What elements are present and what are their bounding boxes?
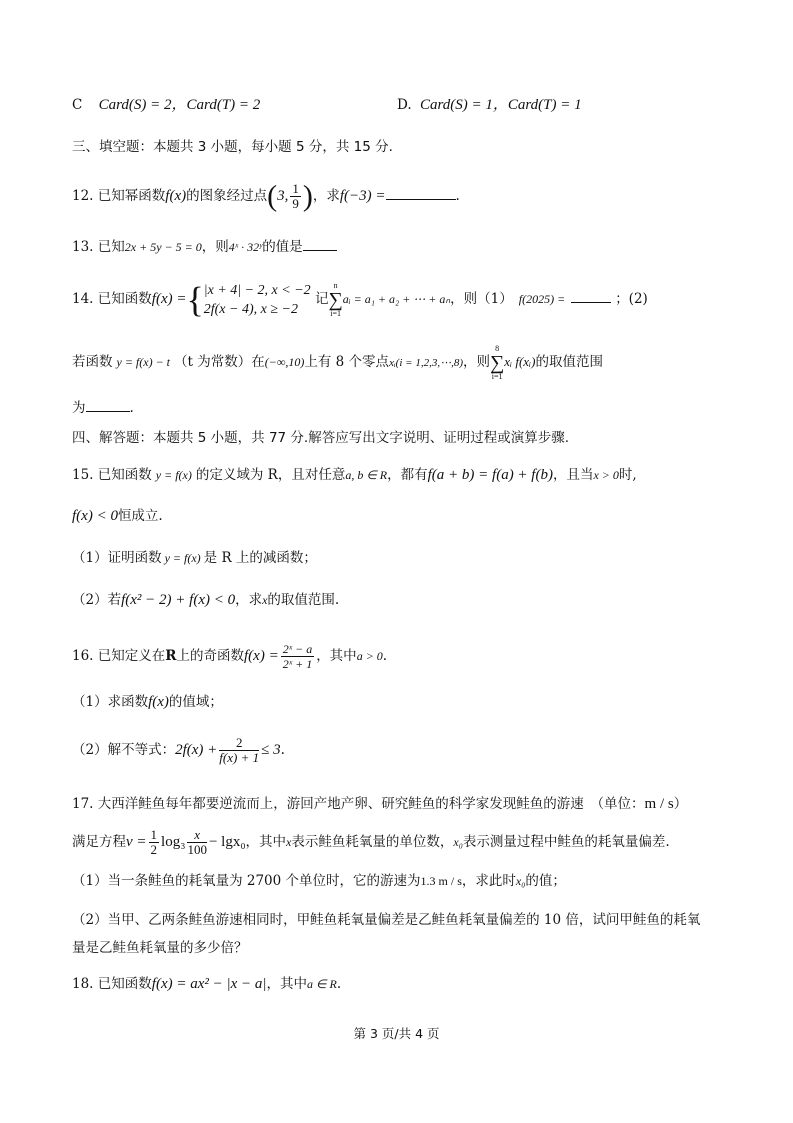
question-16: 16. 已知定义在R上的奇函数f(x) = $\frac{\text{2ˣ − a}}{\text{2ˣ + 1}}$ ，其中a > 0. (72, 642, 388, 671)
q14-fdef: f(x) = (151, 291, 187, 307)
q15-func: y = f(x) (155, 468, 192, 482)
q17-lg: − lgx₀ (208, 834, 246, 850)
q12-number: 12. (72, 188, 94, 204)
q14-line-3: 为 . (72, 397, 733, 418)
q12-text-b: 的图象经过点 (186, 188, 268, 204)
q18-number: 18. (72, 976, 94, 992)
q18-func: f(x) = ax² − |x − a| (151, 976, 267, 992)
option-c-label: C (72, 97, 83, 113)
q14-interval: (−∞,10) (264, 355, 305, 369)
q17-p1-speed: 1.3 m / s (420, 874, 462, 888)
q14-number: 14. (72, 291, 94, 307)
q15-equation: f(a + b) = f(a) + f(b) (427, 467, 553, 483)
q14-part1: f(2025) = (518, 292, 566, 306)
q17-v-eq: v = (126, 834, 147, 850)
question-12: 12. 已知幂函数f(x)的图象经过点(3, $\frac{1}{9}$ )，求f(−3) = . (72, 179, 460, 213)
q14-line-2: 若函数 y = f(x) − t （t 为常数）在(−∞,10)上有 8 个零点xᵢ(i = 1,2,3,⋯,8)，则 8 ∑ i=1 xᵢ f(xᵢ)的取值范围 (72, 343, 603, 381)
q13-equation: 2x + 5y − 5 = 0 (124, 240, 202, 254)
q15-vars: a, b ∈ R (345, 468, 388, 482)
q15-p2-var: x (262, 593, 268, 607)
q14-sum-expr: aᵢ = a₁ + a₂ + ⋯ + aₙ (342, 292, 451, 306)
q16-fraction: $\frac{\text{2ˣ − a}}{\text{2ˣ + 1}}$ (282, 642, 313, 671)
q12-text-c: ，求 (312, 188, 340, 204)
q13-expr: 4ˣ · 32ʸ (228, 240, 263, 254)
option-row (72, 95, 733, 115)
q16-part-2: （2）解不等式：2f(x) + $\frac{2}{f(x) + 1}$ ≤ 3. (72, 735, 285, 765)
q14-answer-blank-1[interactable] (571, 288, 611, 303)
q14-sum-symbol: n ∑ i=1 (328, 280, 343, 318)
q17-unit: m / s (644, 796, 674, 812)
q13-answer-blank[interactable] (303, 236, 337, 251)
q17-part-2-line-2: 量是乙鲑鱼耗氧量的多少倍？ (72, 940, 248, 956)
q15-p1-func: y = f(x) (164, 551, 201, 565)
q15-line-2: f(x) < 0恒成立. (72, 508, 163, 524)
q14-sum2-expr: xᵢ f(xᵢ) (504, 354, 536, 369)
q14-answer-blank-2[interactable] (86, 397, 130, 412)
q14-zeros: xᵢ(i = 1,2,3,⋯,8) (389, 357, 463, 369)
q18-cond: a ∈ R (307, 977, 337, 991)
q15-cond: x > 0 (593, 468, 619, 482)
q17-number: 17. (72, 796, 94, 812)
q15-p2-expr: f(x² − 2) + f(x) < 0 (121, 592, 236, 608)
question-14: 14. 已知函数f(x) ={ |x + 4| − 2, x < −2 2f(x − 4), x ≥ −2 记 n ∑ i=1 aᵢ = a₁ + a₂ + ⋯ + aₙ，则（1） f(2025) = ；(2) (72, 279, 648, 320)
q14-sum2-symbol: 8 ∑ i=1 (490, 343, 505, 381)
question-18: 18. 已知函数f(x) = ax² − |x − a|，其中a ∈ R. (72, 976, 342, 992)
q12-point-x: 3, (277, 188, 289, 204)
q17-part-1: （1）当一条鲑鱼的耗氧量为 2700 个单位时，它的游速为1.3 m / s，求此时x₀的值； (72, 873, 566, 889)
q12-f-expr: f(−3) = (339, 188, 386, 204)
q14-cases: |x + 4| − 2, x < −2 2f(x − 4), x ≥ −2 (203, 282, 311, 317)
page-footer: 第 3 页/共 4 页 (353, 1026, 440, 1041)
q12-text: 已知幂函数 (97, 188, 166, 204)
q15-number: 15. (72, 467, 94, 483)
q17-x-fraction: $\frac{x}{100}$ (187, 827, 207, 857)
section-4-title: 四、解答题：本题共 5 小题，共 77 分.解答应写出文字说明、证明过程或演算步骤. (72, 430, 570, 446)
section-3-title: 三、填空题：本题共 3 小题，每小题 5 分，共 15 分. (72, 139, 393, 155)
q16-part-1: （1）求函数f(x)的值域； (72, 694, 223, 710)
q16-number: 16. (72, 648, 94, 664)
question-17: 17. 大西洋鲑鱼每年都要逆流而上，游回产地产卵、研究鲑鱼的科学家发现鲑鱼的游速 （单位：m / s） (72, 796, 688, 812)
q16-bold-r: R (165, 648, 177, 664)
q17-log: log₃ (161, 834, 186, 850)
option-d-label: D. (397, 97, 412, 113)
q15-line2-expr: f(x) < 0 (72, 508, 118, 524)
q16-p2-fraction: $\frac{2}{f(x) + 1}$ (219, 735, 260, 765)
q16-p1-fx: f(x) (148, 694, 169, 710)
q16-fx: f(x) = (244, 648, 279, 664)
q15-part-2: （2）若f(x² − 2) + f(x) < 0，求x的取值范围. (72, 592, 340, 608)
option-c-expr: Card(S) = 2，Card(T) = 2 (98, 97, 261, 113)
q14-func: y = f(x) − t (116, 355, 171, 369)
q12-answer-blank[interactable] (386, 185, 456, 200)
q16-cond: a > 0 (356, 649, 383, 663)
q17-half-fraction: $\frac{1}{2}$ (150, 827, 158, 857)
q13-number: 13. (72, 239, 94, 255)
q12-point-fraction: $\frac{1}{9}$ (292, 181, 299, 211)
q17-part-2-line-1: （2）当甲、乙两条鲑鱼游速相同时，甲鲑鱼耗氧量偏差是乙鲑鱼耗氧量偏差的 10 倍，试问甲鲑鱼的耗氧 (72, 912, 701, 928)
option-d-expr: Card(S) = 1，Card(T) = 1 (419, 97, 582, 113)
question-15: 15. 已知函数 y = f(x) 的定义域为 R，且对任意a, b ∈ R，都有f(a + b) = f(a) + f(b)，且当x > 0时, (72, 467, 637, 483)
q16-p2-lhs: 2f(x) + (175, 742, 218, 758)
q15-part-1: （1）证明函数 y = f(x) 是 R 上的减函数； (72, 550, 317, 566)
q16-p2-rhs: ≤ 3 (261, 742, 281, 758)
q17-line-2: 满足方程v = $\frac{1}{2}$ log₃ $\frac{x}{100}$ − lgx₀，其中x表示鲑鱼耗氧量的单位数，x₀表示测量过程中鲑鱼的耗氧量偏差. (72, 827, 670, 857)
q12-fx: f(x) (165, 188, 187, 204)
question-13: 13. 已知2x + 5y − 5 = 0，则4ˣ · 32ʸ的值是 (72, 236, 733, 257)
